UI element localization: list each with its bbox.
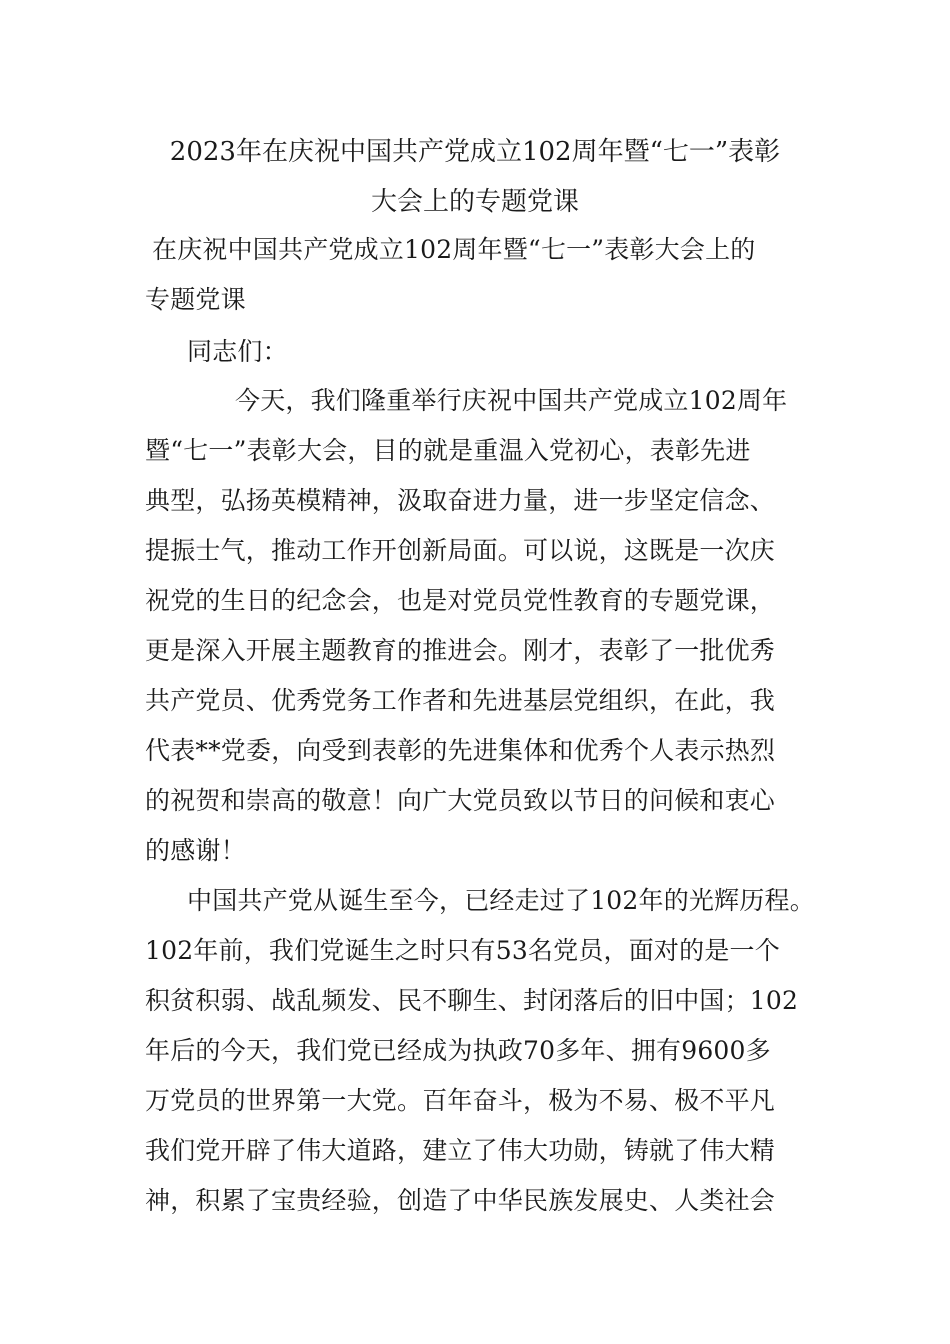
paragraph2-line: 中国共产党从诞生至今，已经走过了102年的光辉历程。 — [187, 886, 815, 915]
paragraph2-line: 年后的今天，我们党已经成为执政70多年、拥有9600多 — [145, 1036, 771, 1065]
subtitle-line-1: 在庆祝中国共产党成立102周年暨“七一”表彰大会上的 — [152, 235, 756, 264]
paragraph1-line: 的祝贺和崇高的敬意！向广大党员致以节日的问候和衷心 — [145, 786, 776, 815]
paragraph1-line: 祝党的生日的纪念会，也是对党员党性教育的专题党课， — [145, 586, 776, 615]
paragraph2-line: 积贫积弱、战乱频发、民不聊生、封闭落后的旧中国；102 — [145, 986, 799, 1015]
paragraph1-line: 提振士气，推动工作开创新局面。可以说，这既是一次庆 — [145, 536, 776, 565]
paragraph2-line: 我们党开辟了伟大道路，建立了伟大功勋，铸就了伟大精 — [145, 1136, 776, 1165]
paragraph1-line: 共产党员、优秀党务工作者和先进基层党组织，在此，我 — [145, 686, 776, 715]
paragraph2-line: 万党员的世界第一大党。百年奋斗，极为不易、极不平凡 — [145, 1086, 776, 1115]
paragraph1-line: 更是深入开展主题教育的推进会。刚才，表彰了一批优秀 — [145, 636, 776, 665]
paragraph2-line: 102年前，我们党诞生之时只有53名党员，面对的是一个 — [145, 936, 780, 965]
document-title-line-1: 2023年在庆祝中国共产党成立102周年暨“七一”表彰 — [169, 137, 781, 167]
paragraph1-line: 今天，我们隆重举行庆祝中国共产党成立102周年 — [235, 386, 788, 415]
paragraph1-line: 的感谢！ — [145, 836, 246, 865]
subtitle-line-2: 专题党课 — [145, 285, 246, 314]
salutation: 同志们： — [187, 337, 288, 366]
paragraph1-line: 典型，弘扬英模精神，汲取奋进力量，进一步坚定信念、 — [145, 486, 776, 515]
paragraph1-line: 暨“七一”表彰大会，目的就是重温入党初心，表彰先进 — [145, 436, 751, 465]
paragraph1-line: 代表**党委，向受到表彰的先进集体和优秀个人表示热烈 — [145, 736, 776, 765]
document-title-line-2: 大会上的专题党课 — [370, 187, 579, 217]
paragraph2-line: 神，积累了宝贵经验，创造了中华民族发展史、人类社会 — [145, 1186, 776, 1215]
